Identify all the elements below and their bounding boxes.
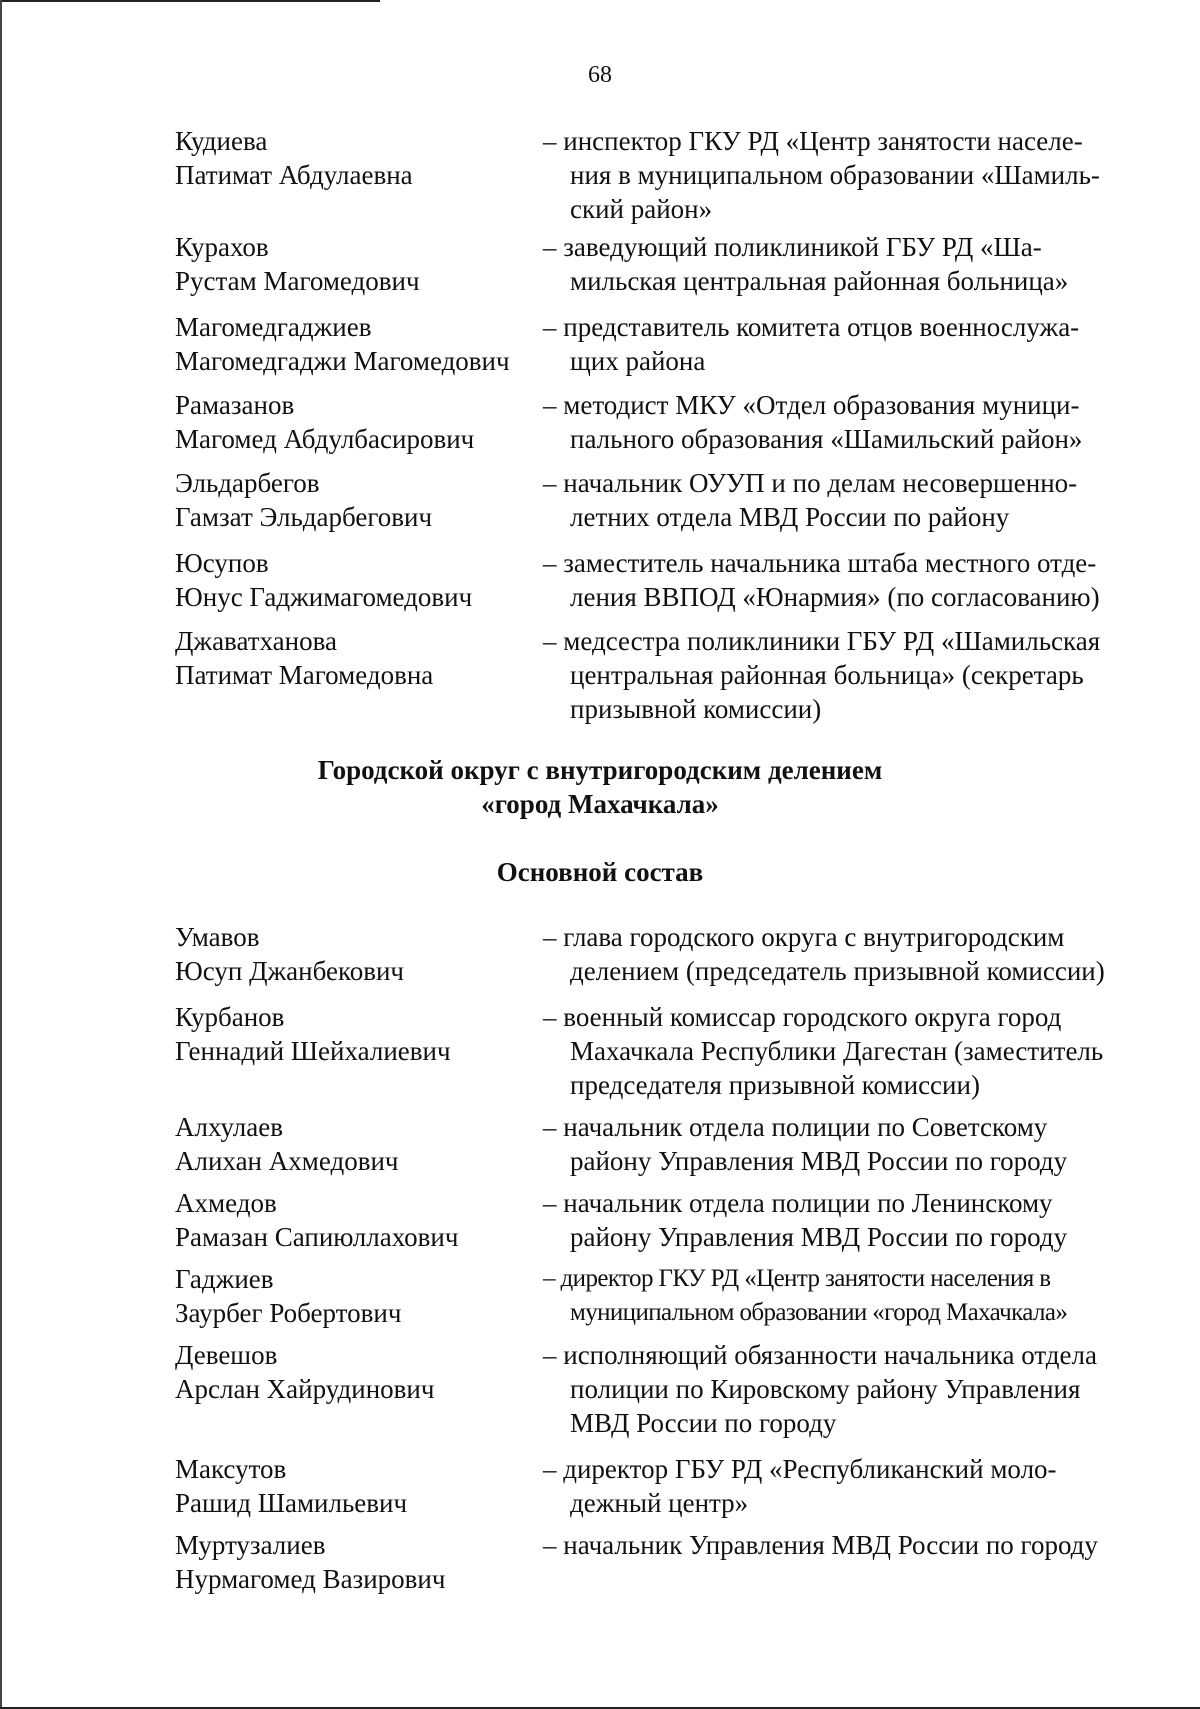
person-given-name: Нурмагомед Вазирович [175, 1564, 446, 1594]
position-line: – глава городского округа с внутригородским [543, 922, 1065, 952]
position-line: – представитель комитета отцов военнослужа- [543, 312, 1080, 342]
position-line: щих района [570, 346, 706, 376]
person-given-name: Алихан Ахмедович [175, 1146, 399, 1176]
position-line: – начальник отдела полиции по Советскому [543, 1112, 1048, 1142]
person-surname: Умавов [175, 922, 260, 952]
position-line: – начальник Управления МВД России по городу [543, 1530, 1098, 1560]
person-surname: Муртузалиев [175, 1530, 326, 1560]
position-line: ления ВВПОД «Юнармия» (по согласованию) [570, 582, 1100, 612]
person-name [175, 1338, 525, 1406]
position-line: ния в муниципальном образовании «Шамиль- [570, 160, 1100, 190]
person-given-name: Рустам Магомедович [175, 266, 420, 296]
person-name [175, 310, 525, 378]
person-name [175, 1186, 525, 1254]
person-surname: Курахов [175, 232, 269, 262]
position-line: делением (председатель призывной комиссии) [570, 956, 1105, 986]
section-heading-line: «город Махачкала» [481, 789, 719, 819]
person-name [175, 1528, 525, 1596]
person-name [175, 546, 525, 614]
person-position [543, 546, 1135, 614]
position-line: – исполняющий обязанности начальника отдела [543, 1340, 1097, 1370]
position-line: – военный комиссар городского округа город [543, 1002, 1062, 1032]
person-given-name: Юсуп Джанбекович [175, 956, 404, 986]
person-given-name: Патимат Магомедовна [175, 660, 434, 690]
person-position [543, 388, 1135, 456]
position-line: летних отдела МВД России по району [570, 502, 1010, 532]
position-line: председателя призывной комиссии) [570, 1070, 980, 1100]
position-line: Махачкала Республики Дагестан (заместитель [570, 1036, 1104, 1066]
person-position [543, 1110, 1135, 1178]
person-surname: Кудиева [175, 126, 268, 156]
person-surname: Курбанов [175, 1002, 285, 1032]
person-given-name: Арслан Хайрудинович [175, 1374, 435, 1404]
position-line: – директор ГКУ РД «Центр занятости населения в [543, 1265, 1051, 1292]
section-heading-line: Городской округ с внутригородским делением [317, 755, 883, 785]
person-position [543, 1186, 1135, 1254]
position-line: – начальник отдела полиции по Ленинскому [543, 1188, 1053, 1218]
person-given-name: Геннадий Шейхалиевич [175, 1036, 451, 1066]
person-given-name: Рашид Шамильевич [175, 1488, 408, 1518]
position-line: мильская центральная районная больница» [570, 266, 1069, 296]
position-line: – начальник ОУУП и по делам несовершенно- [543, 468, 1078, 498]
position-line: – инспектор ГКУ РД «Центр занятости населе- [543, 126, 1083, 156]
person-surname: Эльдарбегов [175, 468, 320, 498]
person-surname: Рамазанов [175, 390, 295, 420]
person-name [175, 1452, 525, 1520]
position-line: муниципальном образовании «город Махачкала» [570, 1299, 1068, 1326]
position-line: – заведующий поликлиникой ГБУ РД «Ша- [543, 232, 1042, 262]
position-line: дежный центр» [570, 1488, 749, 1518]
person-name [175, 388, 525, 456]
person-surname: Магомедгаджиев [175, 312, 372, 342]
position-line: МВД России по городу [570, 1408, 837, 1438]
person-surname: Алхулаев [175, 1112, 283, 1142]
section-heading [0, 753, 1200, 821]
person-surname: Ахмедов [175, 1188, 277, 1218]
person-surname: Юсупов [175, 548, 269, 578]
position-line: – заместитель начальника штаба местного отде- [543, 548, 1097, 578]
person-surname: Девешов [175, 1340, 278, 1370]
position-line: пального образования «Шамильский район» [570, 424, 1083, 454]
position-line: ский район» [570, 194, 713, 224]
person-name [175, 1000, 525, 1068]
person-given-name: Заурбег Робертович [175, 1298, 402, 1328]
position-line: – методист МКУ «Отдел образования муници- [543, 390, 1080, 420]
person-position [543, 230, 1135, 298]
position-line: – медсестра поликлиники ГБУ РД «Шамильская [543, 626, 1101, 656]
position-line: району Управления МВД России по городу [570, 1222, 1068, 1252]
person-position [543, 466, 1135, 534]
person-position [543, 1338, 1135, 1440]
person-name [175, 920, 525, 988]
person-position [543, 1452, 1135, 1520]
person-given-name: Юнус Гаджимагомедович [175, 582, 473, 612]
person-name [175, 230, 525, 298]
person-given-name: Рамазан Сапиюллахович [175, 1222, 459, 1252]
subsection-heading: Основной состав [496, 857, 704, 887]
person-surname: Максутов [175, 1454, 287, 1484]
person-given-name: Магомед Абдулбасирович [175, 424, 475, 454]
position-line: призывной комиссии) [570, 694, 822, 724]
person-position [543, 310, 1135, 378]
person-position [543, 624, 1135, 726]
person-name [175, 124, 525, 192]
person-given-name: Магомедгаджи Магомедович [175, 346, 510, 376]
position-line: центральная районная больница» (секретарь [570, 660, 1084, 690]
person-given-name: Патимат Абдулаевна [175, 160, 413, 190]
person-name [175, 466, 525, 534]
page-number: 68 [588, 62, 612, 88]
person-name [175, 624, 525, 692]
person-surname: Джаватханова [175, 626, 337, 656]
person-name [175, 1110, 525, 1178]
person-position [543, 1262, 1135, 1330]
position-line: – директор ГБУ РД «Республиканский моло- [543, 1454, 1057, 1484]
person-position [543, 920, 1135, 988]
person-position [543, 1000, 1135, 1102]
position-line: полиции по Кировскому району Управления [570, 1374, 1081, 1404]
person-name [175, 1262, 525, 1330]
scan-edge-top [0, 0, 380, 2]
person-given-name: Гамзат Эльдарбегович [175, 502, 433, 532]
person-surname: Гаджиев [175, 1264, 274, 1294]
person-position [543, 1528, 1135, 1562]
person-position [543, 124, 1135, 226]
position-line: району Управления МВД России по городу [570, 1146, 1068, 1176]
